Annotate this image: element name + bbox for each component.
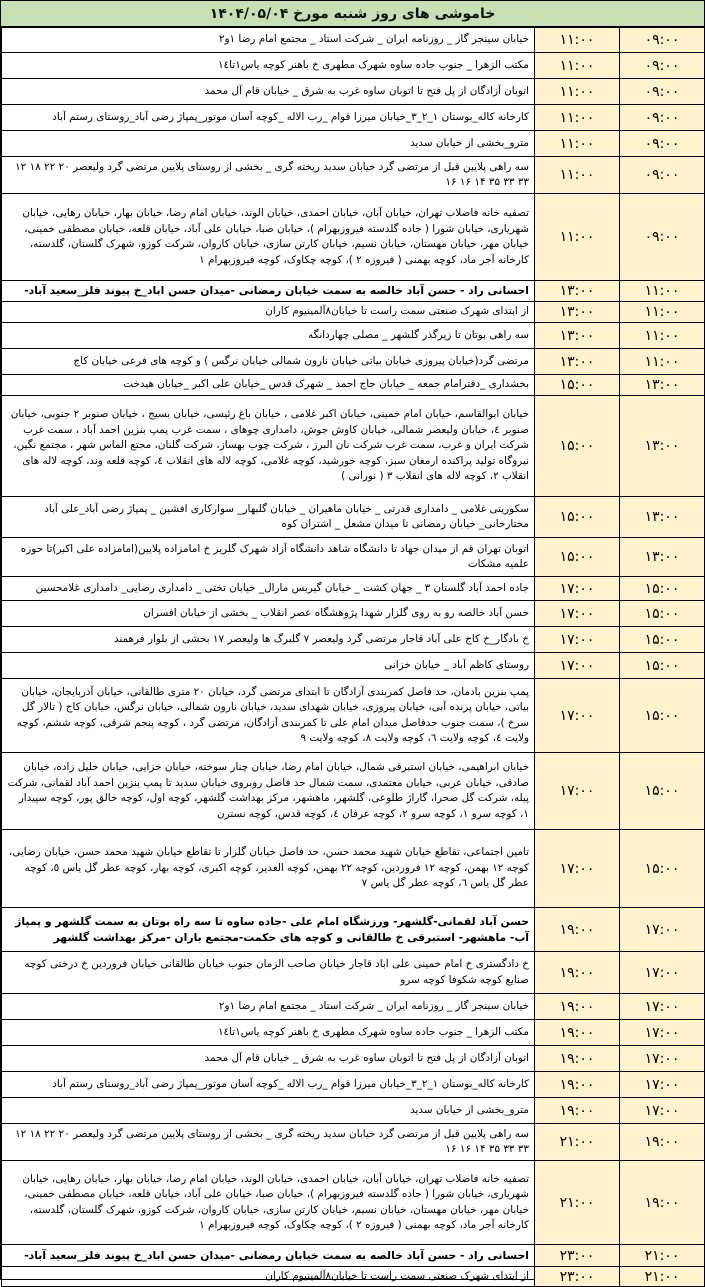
start-time-cell: ۱۵:۰۰: [620, 601, 705, 627]
area-cell: کارخانه کاله_بوستان ۱_۲_۳_خیابان میرزا قوام _رب الاله _کوچه آسان موتور_پمپاژ رضی آباد_روستای رستم آباد: [2, 105, 535, 131]
end-time-cell: ۲۱:۰۰: [535, 1124, 620, 1161]
start-time-cell: ۱۳:۰۰: [620, 375, 705, 396]
area-cell: اتوبان آزادگان از پل فتح تا اتوبان ساوه غرب به شرق _ خیابان قام آل محمد: [2, 79, 535, 105]
area-cell: خ دادگستری خ امام خمینی علی اباد قاجار خیابان صاحب الزمان جنوب خیابان طالقانی خیابان فروردین خ درختی کوچه صنایع کوچه شکوفا کوچه سرو: [2, 952, 535, 994]
end-time-cell: ۱۹:۰۰: [535, 1046, 620, 1072]
start-time-cell: ۱۵:۰۰: [620, 577, 705, 601]
schedule-row: [2, 1124, 705, 1161]
schedule-row: [2, 396, 705, 497]
schedule-row: [2, 577, 705, 601]
end-time-cell: ۱۹:۰۰: [535, 1098, 620, 1124]
schedule-row: [2, 753, 705, 830]
end-time-cell: ۱۹:۰۰: [535, 1020, 620, 1046]
schedule-row: [2, 952, 705, 994]
area-cell: تامین اجتماعی، تقاطع خیابان شهید محمد حسن، حد فاصل خیابان گلزار تا تقاطع خیابان شهید محمد حسن، خیابان رضایی، کوچه ۱۲ بهمن، کوچه ۱۲ فروردین، کوچه ۲۲ بهمن، کوچه الغدیر، کوچه اکبری، کوچه بهار، کوچه عطر گل یاس ٥، کوچه عطر گل یاس ٦، کوچه عطر گل یاس ۷: [2, 830, 535, 908]
schedule-row: [2, 131, 705, 157]
area-cell: خیابان سینجر گاز _ روزنامه ایران _ شرکت استاد _ مجتمع امام رضا ۱و۲: [2, 28, 535, 53]
start-time-cell: ۱۱:۰۰: [620, 323, 705, 349]
start-time-cell: ۲۱:۰۰: [620, 1267, 705, 1287]
end-time-cell: ۱۹:۰۰: [535, 1072, 620, 1098]
end-time-cell: ۱۵:۰۰: [535, 375, 620, 396]
area-cell: حسن آباد خالصه رو به روی گلزار شهدا پژوهشگاه عصر انقلاب _ بخشی از خیابان افسران: [2, 601, 535, 627]
schedule-body: [2, 28, 705, 1287]
area-cell: مترو_بخشی از خیابان سدید: [2, 1098, 535, 1124]
end-time-cell: ۱۹:۰۰: [535, 908, 620, 952]
end-time-cell: ۱۵:۰۰: [535, 538, 620, 577]
end-time-cell: ۱۷:۰۰: [535, 753, 620, 830]
start-time-cell: ۱۱:۰۰: [620, 281, 705, 302]
end-time-cell: ۱۷:۰۰: [535, 577, 620, 601]
end-time-cell: ۱۹:۰۰: [535, 952, 620, 994]
area-cell: احسانی راد - حسن آباد خالصه به سمت خیابان رمضانی -میدان حسن اباد_خ پیوند فلز_سعید آباد-: [2, 281, 535, 302]
start-time-cell: ۱۷:۰۰: [620, 908, 705, 952]
schedule-row: [2, 28, 705, 53]
start-time-cell: ۰۹:۰۰: [620, 53, 705, 79]
schedule-row: [2, 1245, 705, 1267]
area-cell: مکتب الزهرا _ جنوب جاده ساوه شهرک مطهری خ باهنر کوچه یاس۱تا۱٤: [2, 1020, 535, 1046]
start-time-cell: ۰۹:۰۰: [620, 79, 705, 105]
area-cell: خ بادگار_خ کاج علی آباد قاجار مرتضی گرد ولیعصر ۷ گلبرگ ها ولیعصر ۱۷ بخشی از بلوار فرهمند: [2, 627, 535, 653]
schedule-row: [2, 157, 705, 194]
end-time-cell: ۱۱:۰۰: [535, 105, 620, 131]
start-time-cell: ۱۷:۰۰: [620, 994, 705, 1020]
start-time-cell: ۱۵:۰۰: [620, 830, 705, 908]
schedule-row: [2, 349, 705, 375]
schedule-title: خاموشی های روز شنبه مورخ ۱۴۰۴/۰۵/۰۴: [1, 1, 704, 27]
end-time-cell: ۲۱:۰۰: [535, 1161, 620, 1245]
area-cell: سه راهی بوتان تا زیرگذر گلشهر _ مصلی چهاردانگه: [2, 323, 535, 349]
schedule-row: [2, 375, 705, 396]
end-time-cell: ۱۳:۰۰: [535, 302, 620, 323]
area-cell: کارخانه کاله_بوستان ۱_۲_۳_خیابان میرزا قوام _رب الاله _کوچه آسان موتور_پمپاژ رضی آباد_روستای رستم آباد: [2, 1072, 535, 1098]
end-time-cell: ۲۳:۰۰: [535, 1245, 620, 1267]
schedule-row: [2, 1098, 705, 1124]
start-time-cell: ۲۱:۰۰: [620, 1245, 705, 1267]
area-cell: تصفیه خانه فاضلاب تهران، خیابان آبان، خیابان احمدی، خیابان الوند، خیابان امام رضا، خیابان بهار، خیابان رهایی، خیابان شهریاری، خیابان شورا ( جاده گلدسته فیروزبهرام )، خیابان صبا، خیابان علی آباد، خیابان قلعه، خیابان مصطفی خمینی، خیابان مهر، خیابان مهستان، خیابان نسیم، خیابان کارتن سازی، خیابان کاروان، شرکت کوزو، شهرک گلستان، گلدسته، کارخانه آجر ماد، کوچه بهمنی ( فیروزه ۲ )، کوچه چکاوک، کوچه فیروزبهرام ۱: [2, 1161, 535, 1245]
area-cell: حسن آباد لقمانی-گلشهر- ورزشگاه امام علی -جاده ساوه تا سه راه بوتان به سمت گلشهر و پمپاژ آب- ماهشهر- استبرقی خ طالقانی و کوچه های حکمت-مجتمع باران -مرکز بهداشت گلشهر: [2, 908, 535, 952]
start-time-cell: ۱۹:۰۰: [620, 1124, 705, 1161]
schedule-row: [2, 281, 705, 302]
area-cell: مرتضی گرد(خیابان پیروزی خیابان بیاتی خیابان نارون شمالی خیابان نرگس ) و کوچه های فرعی خیابان کاج: [2, 349, 535, 375]
schedule-row: [2, 994, 705, 1020]
schedule-row: [2, 627, 705, 653]
end-time-cell: ۱۵:۰۰: [535, 396, 620, 497]
area-cell: مترو_بخشی از خیابان سدید: [2, 131, 535, 157]
start-time-cell: ۱۵:۰۰: [620, 753, 705, 830]
schedule-row: [2, 601, 705, 627]
end-time-cell: ۱۳:۰۰: [535, 281, 620, 302]
area-cell: بخشداری _دفترامام جمعه _ خیابان حاج احمد _ شهرک قدس _خیابان علی اکبر _خیابان هیدخت: [2, 375, 535, 396]
end-time-cell: ۱۷:۰۰: [535, 679, 620, 753]
area-cell: خیابان سینجر گاز _ روزنامه ایران _ شرکت استاد _ مجتمع امام رضا ۱و۲: [2, 994, 535, 1020]
area-cell: جاده احمد آباد گلستان ۳ _ جهان کشت _ خیابان گیربس مارال_ خیابان تختی _ دامداری رضایی_ دامداری غلامحسین: [2, 577, 535, 601]
end-time-cell: ۱۷:۰۰: [535, 627, 620, 653]
schedule-row: [2, 908, 705, 952]
area-cell: اتوبان آزادگان از پل فتح تا اتوبان ساوه غرب به شرق _ خیابان قام آل محمد: [2, 1046, 535, 1072]
start-time-cell: ۱۷:۰۰: [620, 952, 705, 994]
end-time-cell: ۱۱:۰۰: [535, 53, 620, 79]
end-time-cell: ۱۱:۰۰: [535, 157, 620, 194]
start-time-cell: ۱۷:۰۰: [620, 1098, 705, 1124]
schedule-row: [2, 679, 705, 753]
schedule-row: [2, 79, 705, 105]
end-time-cell: ۱۷:۰۰: [535, 601, 620, 627]
schedule-row: [2, 1020, 705, 1046]
start-time-cell: ۰۹:۰۰: [620, 131, 705, 157]
schedule-table: [1, 27, 705, 1287]
end-time-cell: ۱۳:۰۰: [535, 349, 620, 375]
schedule-row: [2, 194, 705, 281]
start-time-cell: ۱۹:۰۰: [620, 1161, 705, 1245]
area-cell: سه راهی پلایین قبل از مرتضی گرد خیابان سدید ریخته گری _ بخشی از روستای پلایین مرتضی گرد ولیعصر ۲۰ ۲۲ ۱۸ ۱۲ ۳۳ ۳۳ ۳۵ ۱۴ ۱۶ ۱۶: [2, 1124, 535, 1161]
schedule-row: [2, 653, 705, 679]
start-time-cell: ۱۳:۰۰: [620, 538, 705, 577]
schedule-row: [2, 1267, 705, 1287]
end-time-cell: ۱۷:۰۰: [535, 653, 620, 679]
start-time-cell: ۱۵:۰۰: [620, 627, 705, 653]
area-cell: سکوریتی غلامی _ دامداری قدرتی _ خیابان ماهیران _ خیابان گلبهار_ سوارکاری افشین _ پمپاژ رضی آباد_علی آباد مختارخانی_ خیابان رمضانی تا میدان مشعل _ اشتران کوه: [2, 497, 535, 538]
start-time-cell: ۰۹:۰۰: [620, 105, 705, 131]
start-time-cell: ۱۷:۰۰: [620, 1046, 705, 1072]
end-time-cell: ۱۹:۰۰: [535, 994, 620, 1020]
schedule-row: [2, 302, 705, 323]
end-time-cell: ۱۷:۰۰: [535, 830, 620, 908]
area-cell: سه راهی پلایین قبل از مرتضی گرد خیابان سدید ریخته گری _ بخشی از روستای پلایین مرتضی گرد ولیعصر ۲۰ ۲۲ ۱۸ ۱۲ ۳۳ ۳۳ ۳۵ ۱۴ ۱۶ ۱۶: [2, 157, 535, 194]
area-cell: از ابتدای شهرک صنعتی سمت راست تا خیابان۸آلمینیوم کاران: [2, 1267, 535, 1287]
start-time-cell: ۱۱:۰۰: [620, 349, 705, 375]
area-cell: احسانی راد - حسن آباد خالصه به سمت خیابان رمضانی -میدان حسن اباد_خ پیوند فلز_سعید آباد-: [2, 1245, 535, 1267]
schedule-row: [2, 1161, 705, 1245]
start-time-cell: ۱۳:۰۰: [620, 396, 705, 497]
area-cell: تصفیه خانه فاضلاب تهران، خیابان آبان، خیابان احمدی، خیابان الوند، خیابان امام رضا، خیابان بهار، خیابان رهایی، خیابان شهریاری، خیابان شورا ( جاده گلدسته فیروزبهرام )، خیابان صبا، خیابان علی آباد، خیابان قلعه، خیابان مصطفی خمینی، خیابان مهر، خیابان مهستان، خیابان نسیم، خیابان کارتن سازی، خیابان کاروان، شرکت کوزو، شهرک گلستان، گلدسته، کارخانه آجر ماد، کوچه بهمنی ( فیروزه ۲ )، کوچه چکاوک، کوچه فیروزبهرام ۱: [2, 194, 535, 281]
schedule-row: [2, 53, 705, 79]
schedule-row: [2, 497, 705, 538]
start-time-cell: ۱۱:۰۰: [620, 302, 705, 323]
area-cell: از ابتدای شهرک صنعتی سمت راست تا خیابان۸آلمینیوم کاران: [2, 302, 535, 323]
schedule-row: [2, 830, 705, 908]
end-time-cell: ۱۵:۰۰: [535, 497, 620, 538]
area-cell: خیابان ابراهیمی، خیابان استبرقی شمال، خیابان امام رضا، خیابان چنار سوخته، خیابان خزایی، خیابان خلیل زاده، خیابان صادقی، خیابان عربی، خیابان معتمدی، سمت شمال حد فاصل روبروی خیابان سدید تا پمپ بنزین احمد آباد لقمانی، شرکت پیله، شرکت گل صحرا، گاراژ طلوعی، گلشهر، ماهشهر، مرکز بهداشت گلشهر، کوچه اول، کوچه خالق پور، کوچه سپیدار ۱، کوچه سرو ۱، کوچه سرو ۲، کوچه عرفان ٤، کوچه قدس، کوچه نسترن: [2, 753, 535, 830]
schedule-row: [2, 323, 705, 349]
schedule-row: [2, 1046, 705, 1072]
end-time-cell: ۱۳:۰۰: [535, 323, 620, 349]
schedule-row: [2, 538, 705, 577]
end-time-cell: ۲۳:۰۰: [535, 1267, 620, 1287]
end-time-cell: ۱۱:۰۰: [535, 194, 620, 281]
area-cell: پمپ بنزین بادمان، حد فاصل کمربندی آزادگان تا ابتدای مرتضی گرد، خیابان ۲۰ متری طالقانی، خیابان آذربایجان، خیابان بیاتی، خیابان پرنده آبی، خیابان پیروزی، خیابان شهدای سدید، خیابان نارون شمالی، خیابان نرگس، خیابان کاج ( تالار گل سرخ )، سمت جنوب حدفاصل میدان امام علی تا کمربندی آزادگان، مرتضی گرد ، کوچه پنجم شرقی، کوچه ششم، کوچه ولایت ٤، کوچه ولایت ٦، کوچه ولایت ٨، کوچه ولایت ٩: [2, 679, 535, 753]
area-cell: مکتب الزهرا _ جنوب جاده ساوه شهرک مطهری خ باهنر کوچه یاس۱تا۱٤: [2, 53, 535, 79]
end-time-cell: ۱۱:۰۰: [535, 28, 620, 53]
start-time-cell: ۱۷:۰۰: [620, 1020, 705, 1046]
start-time-cell: ۱۷:۰۰: [620, 1072, 705, 1098]
end-time-cell: ۱۱:۰۰: [535, 79, 620, 105]
start-time-cell: ۱۳:۰۰: [620, 497, 705, 538]
start-time-cell: ۰۹:۰۰: [620, 194, 705, 281]
start-time-cell: ۱۵:۰۰: [620, 653, 705, 679]
start-time-cell: ۰۹:۰۰: [620, 28, 705, 53]
schedule-row: [2, 105, 705, 131]
area-cell: خیابان ابوالقاسم، خیابان امام خمینی، خیابان اکبر غلامی ، خیابان باغ رئیسی، خیابان بسیج ، خیابان صنوبر ۲ جنوبی، خیابان صنوبر ٤، خیابان ولیعصر شمالی، خیابان کاوش جوش، دامداری چوهای ، سمت غرب پمپ بنزین احمد آباد ، سمت غرب شرکت ایران و غرب، سمت غرب شرکت نان البرز ، شرکت چوب بهساز، شرکت گلنان، مجتع الماس شهر ، مجتمع نگین، نیروگاه تولید پراکنده ارمغان سبز، کوچه خورشید، کوچه غلامی، کوچه لاله های انقلاب ٤، کوچه قلعه وند، کوچه لاله های انقلاب ۲، کوچه لاله های انقلاب ۳ ( نورانی ): [2, 396, 535, 497]
area-cell: اتوبان تهران قم از میدان جهاد تا دانشگاه شاهد دانشگاه آزاد شهرک گلریز خ امامزاده پلایین(امامزاده علی اکبر)تا حوزه علمیه مشکات: [2, 538, 535, 577]
start-time-cell: ۰۹:۰۰: [620, 157, 705, 194]
start-time-cell: ۱۵:۰۰: [620, 679, 705, 753]
schedule-row: [2, 1072, 705, 1098]
area-cell: روستای کاظم آباد _ خیابان خزانی: [2, 653, 535, 679]
end-time-cell: ۱۱:۰۰: [535, 131, 620, 157]
